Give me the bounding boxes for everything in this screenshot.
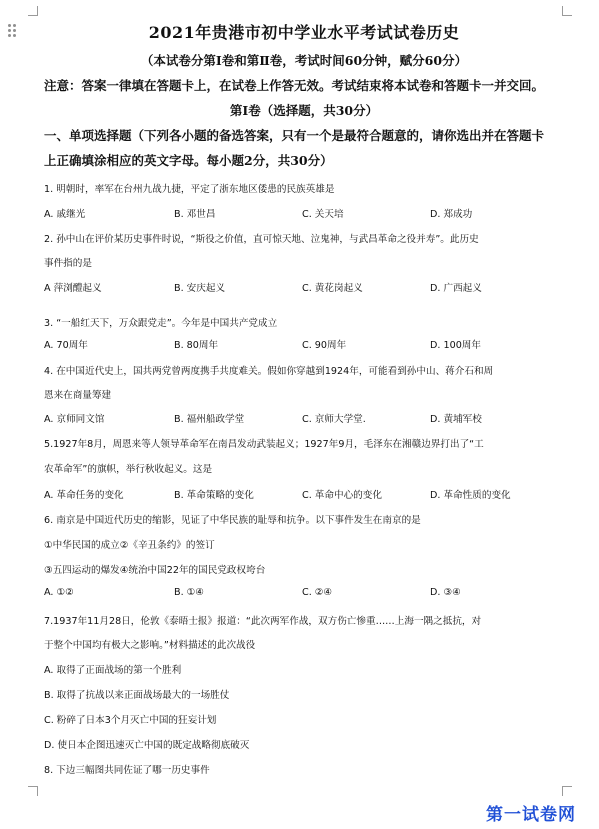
exam-info: （本试卷分第Ⅰ卷和第Ⅱ卷，考试时间60分钟，赋分60分）: [140, 53, 468, 68]
question-stem: 于整个中国均有极大之影响。”材料描述的此次战役: [44, 640, 256, 651]
question-stem: 农革命军”的旗帜，举行秋收起义。这是: [44, 464, 213, 475]
section-heading: 第Ⅰ卷（选择题，共30分）: [229, 103, 379, 118]
question-stem: 恩来在商量筹建: [44, 390, 112, 401]
question-stem: 2. 孙中山在评价某历史事件时说，“斯役之价值，直可惊天地、泣鬼神，与武昌革命之役并寿”。此历史: [44, 234, 479, 245]
page-corner-mark: [28, 786, 38, 796]
option-b: B. 邓世昌: [174, 209, 216, 220]
site-watermark: 第一试卷网: [486, 805, 576, 825]
instruction-line: 上正确填涂相应的英文字母。每小题2分，共30分）: [44, 153, 333, 168]
option-row: [44, 587, 564, 601]
question-stem: 6. 南京是中国近代历史的缩影，见证了中华民族的耻辱和抗争。以下事件发生在南京的是: [44, 515, 421, 526]
question-stem: 1. 明朝时，率军在台州九战九捷，平定了浙东地区倭患的民族英雄是: [44, 184, 335, 195]
option-c: C. 革命中心的变化: [302, 490, 382, 501]
option-d: D. 广西起义: [430, 283, 482, 294]
option-a: A. 70周年: [44, 340, 88, 351]
option-c: C. 京师大学堂.: [302, 414, 366, 425]
option-b: B. 80周年: [174, 340, 219, 351]
option-c: C. 黄花岗起义: [302, 283, 363, 294]
question-stem: 7.1937年11月28日，伦敦《泰晤士报》报道：“此次两军作战，双方伤亡惨重……上海一隅之抵抗，对: [44, 616, 482, 627]
question-stem: 事件指的是: [44, 258, 92, 269]
option-row: [44, 280, 564, 294]
question-stem: 5.1927年8月，周恩来等人领导革命军在南昌发动武装起义；1927年9月，毛泽东在湘赣边界打出了“工: [44, 439, 484, 450]
option-a: A. ①②: [44, 587, 74, 598]
instruction-line: 一、单项选择题（下列各小题的备选答案，只有一个是最符合题意的，请你选出并在答题卡: [44, 128, 545, 143]
question-stem: 8. 下边三幅图共同佐证了哪一历史事件: [44, 765, 210, 776]
option-c: C. 90周年: [302, 340, 347, 351]
option-d: D. ③④: [430, 587, 461, 598]
option-b: B. 取得了抗战以来正面战场最大的一场胜仗: [44, 690, 230, 701]
page-corner-mark: [562, 786, 572, 796]
option-d: D. 黄埔军校: [430, 414, 482, 425]
option-d: D. 郑成功: [430, 209, 473, 220]
option-b: B. 福州船政学堂: [174, 414, 245, 425]
question-statement: ①中华民国的成立②《辛丑条约》的签订: [44, 540, 215, 551]
notice-text: 注意：答案一律填在答题卡上，在试卷上作答无效。考试结束将本试卷和答题卡一并交回。: [44, 78, 545, 93]
page-corner-mark: [562, 6, 572, 16]
option-b: B. ①④: [174, 587, 204, 598]
option-c: C. ②④: [302, 587, 332, 598]
option-d: D. 100周年: [430, 340, 481, 351]
page-corner-mark: [28, 6, 38, 16]
option-row: [44, 411, 564, 425]
question-stem: 4. 在中国近代史上，国共两党曾两度携手共度难关。假如你穿越到1924年，可能看到孙中山、蒋介石和周: [44, 366, 494, 377]
question-statement: ③五四运动的爆发④统治中国22年的国民党政权垮台: [44, 565, 266, 576]
option-row: [44, 487, 564, 501]
option-d: D. 使日本企图迅速灭亡中国的既定战略彻底破灭: [44, 740, 250, 751]
question-stem: 3. “一船红天下，万众跟党走”。今年是中国共产党成立: [44, 318, 278, 329]
option-c: C. 粉碎了日本3个月灭亡中国的狂妄计划: [44, 715, 217, 726]
option-row: [44, 206, 564, 220]
option-c: C. 关天培: [302, 209, 344, 220]
drag-handle-icon[interactable]: [8, 24, 18, 38]
option-row: [44, 337, 564, 351]
page-title: 2021年贵港市初中学业水平考试试卷历史: [148, 23, 460, 42]
option-a: A. 取得了正面战场的第一个胜利: [44, 665, 182, 676]
option-a: A. 戚继光: [44, 209, 86, 220]
option-a: A. 京师同文馆: [44, 414, 105, 425]
option-d: D. 革命性质的变化: [430, 490, 511, 501]
option-b: B. 安庆起义: [174, 283, 226, 294]
option-a: A 萍浏醴起义: [44, 283, 102, 294]
option-b: B. 革命策略的变化: [174, 490, 254, 501]
option-a: A. 革命任务的变化: [44, 490, 124, 501]
